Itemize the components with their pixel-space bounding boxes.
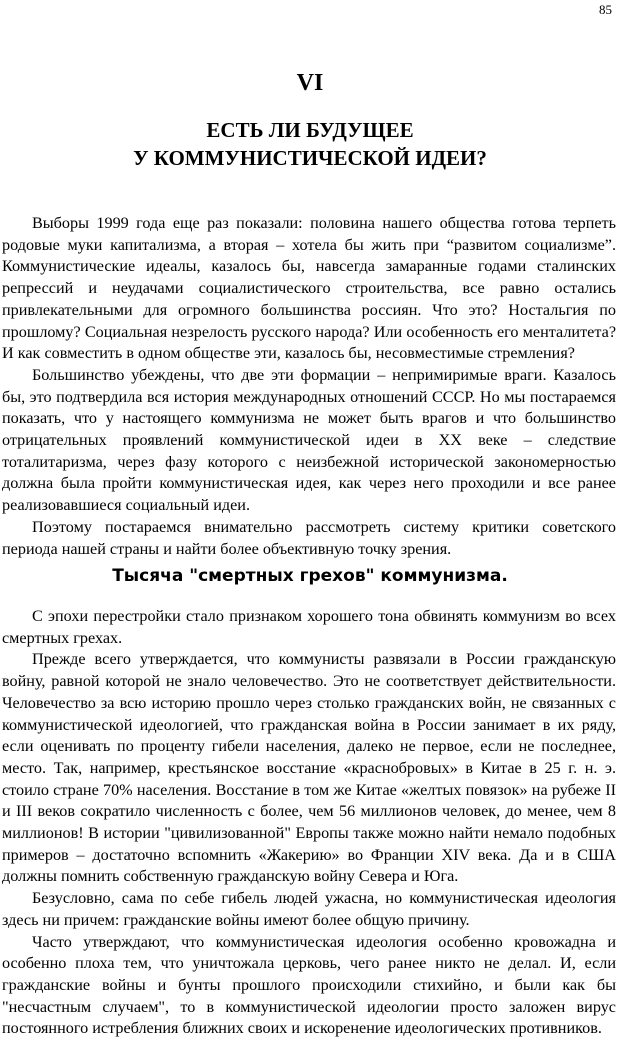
- paragraph: Часто утверждают, что коммунистическая идеология особенно кровожадна и особенно плоха тем, что уничтожала церковь, чего ранее никто не делал. И, если гражданские войны и бунты прошлого происходили стихийно, и были как бы "несчастным случаем", то в коммунистической идеологии просто заложен вирус постоянного истребления ближних своих и искоренение идеологических противников.: [2, 932, 616, 1038]
- paragraph: Поэтому постараемся внимательно рассмотреть систему критики советского периода нашей страны и найти более объективную точку зрения.: [2, 517, 616, 558]
- page-number: 85: [599, 2, 612, 17]
- paragraph: Большинство убеждены, что две эти формации – непримиримые враги. Казалось бы, это подтвердила вся история международных отношений СССР. Но мы постараемся показать, что у настоящего коммунизма не может быть врагов и что большинство отрицательных проявлений коммунистической идеи в XX веке – следствие тоталитаризма, через фазу которого с неизбежной исторической закономерностью должна была пройти коммунистическая идея, как через него проходили и все ранее реализовавшиеся социальный идеи.: [2, 365, 616, 515]
- chapter-title-line-2: У КОММУНИСТИЧЕСКОЙ ИДЕИ?: [133, 146, 487, 170]
- paragraph: С эпохи перестройки стало признаком хорошего тона обвинять коммунизм во всех смертных грехах.: [2, 607, 616, 647]
- intro-text: [2, 213, 616, 560]
- paragraph: Прежде всего утверждается, что коммунисты развязали в России гражданскую войну, равной которой не знало человечество. Это не соответствует действительности. Человечество за всю историю прошло через столько гражданских войн, не связанных с коммунистической идеологией, что гражданская война в России занимает в их ряду, если оценивать по проценту гибели населения, далеко не первое, если не последнее, место. Так, например, крестьянское восстание «краснобровых» в Китае в 25 г. н. э. стоило стране 70% населения. Восстание в том же Китае «желтых повязок» на рубеже II и III веков сократило численность с более, чем 56 миллионов человек, до менее, чем 8 миллионов! В истории "цивилизованной" Европы также можно найти немало подобных примеров – достаточно вспомнить «Жакерию» во Франции XIV века. Да и в США должны помнить собственную гражданскую войну Севера и Юга.: [2, 650, 616, 886]
- section-heading: Тысяча "смертных грехов" коммунизма.: [112, 566, 508, 586]
- paragraph: Безусловно, сама по себе гибель людей ужасна, но коммунистическая идеология здесь ни причем: гражданские войны имеют более общую причину.: [2, 889, 616, 929]
- chapter-title-line-1: ЕСТЬ ЛИ БУДУЩЕЕ: [206, 118, 414, 142]
- chapter-title: [0, 116, 620, 172]
- paragraph: Выборы 1999 года еще раз показали: половина нашего общества готова терпеть родовые муки капитализма, а вторая – хотела бы жить при “развитом социализме”. Коммунистические идеалы, казалось бы, навсегда замаранные годами сталинских репрессий и неудачами социалистического строительства, все равно остались привлекательными для огромного большинства россиян. Что это? Ностальгия по прошлому? Социальная незрелость русского народа? Или особенность его менталитета? И как совместить в одном обществе эти, казалось бы, несовместимые стремления?: [2, 214, 616, 363]
- chapter-number: VI: [296, 70, 324, 96]
- section-text: [2, 606, 616, 1040]
